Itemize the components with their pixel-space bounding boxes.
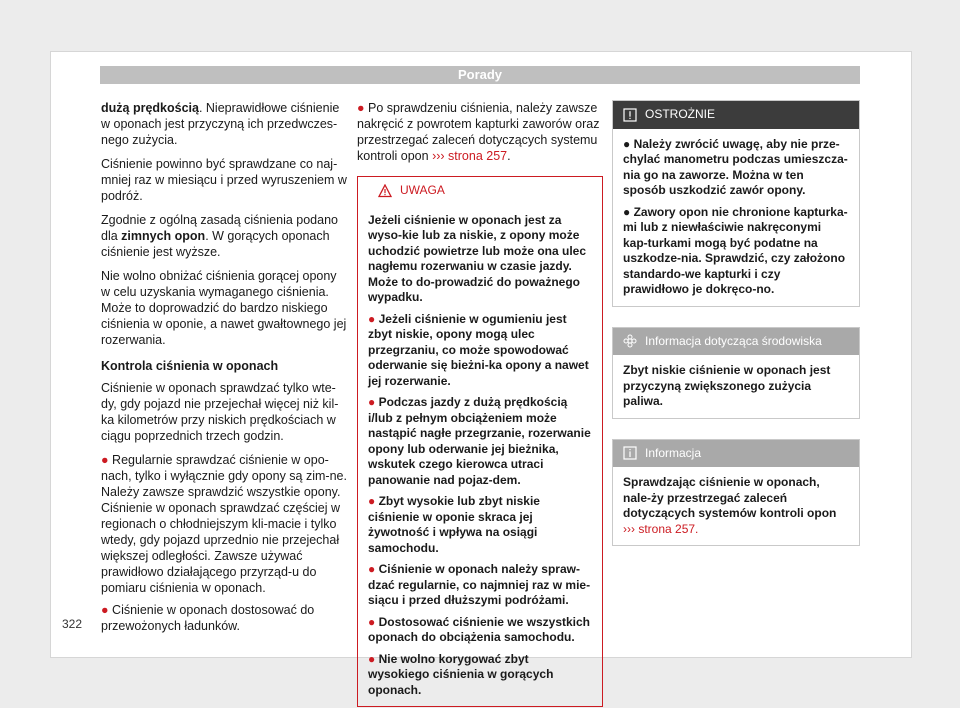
list-item <box>368 615 592 646</box>
right-column <box>612 100 860 546</box>
left-column <box>101 100 347 640</box>
list-item-text: Po sprawdzeniu ciśnienia, należy zawsze nakręcić z powrotem kapturki zaworów oraz przestrzegać zaleceń dotyczących systemu kontroli opon <box>357 101 600 163</box>
text: . W gorących oponach ciśnienie jest wyższe. <box>101 229 330 259</box>
list-item-text: Dostosować ciśnienie we wszystkich oponach do obciążenia samochodu. <box>368 614 591 644</box>
text: . <box>507 149 511 163</box>
list-item-text: Jeżeli ciśnienie w ogumieniu jest zbyt niskie, opony mogą ulec przegrzaniu, co może spowodować oderwanie się bieżni-ka opony a nawet jej rozerwanie. <box>368 311 589 388</box>
page-reference-link[interactable] <box>623 522 698 536</box>
link-text: strona 257. <box>638 521 699 536</box>
list-item-text: Regularnie sprawdzać ciśnienie w opo-nach, tylko i wyłącznie gdy opony są zim-ne. Należy zawsze sprawdzić wszystkie opony. Ciśnienie w oponach sprawdzać częściej w regionach o chłodniejszym kli-macie i tylko wtedy, gdy pojazd uprzednio nie przejechał większej odległości. Zawsze używać prawidłowo działającego przyrząd-u do pomiaru ciśnienia w oponach. <box>101 453 347 595</box>
list-item <box>101 452 347 596</box>
list-item-text: Zawory opon nie chronione kapturka-mi lub z niewłaściwie nakręconymi kap-turkami mogą być podatne na uszkodze-nia. Sprawdzić, czy założono standardo-we kapturki i czy prawidłowo je dokręco-no. <box>623 204 848 296</box>
list-item <box>368 395 592 488</box>
environment-header <box>613 328 859 356</box>
info-header <box>613 440 859 468</box>
bullet-icon: ● <box>368 651 376 666</box>
paragraph-1 <box>101 100 347 148</box>
list-item <box>368 652 592 699</box>
paragraph-5: Ciśnienie w oponach sprawdzać tylko wte-dy, gdy pojazd nie przejechał więcej niż kil-ka kilometrów przy niskich prędkościach w ciągu poprzednich trzech godzin. <box>101 381 339 443</box>
list-item <box>368 494 592 556</box>
bullet-icon: ● <box>101 603 109 617</box>
caution-box <box>612 100 860 307</box>
paragraph-3 <box>101 212 347 260</box>
list-item-text: Nie wolno korygować zbyt wysokiego ciśnienia w gorących oponach. <box>368 651 554 697</box>
exclamation-icon <box>623 108 637 122</box>
text: Zgodnie z ogólną zasadą ciśnienia podano dla <box>101 213 338 243</box>
warning-body <box>358 205 602 707</box>
section-header: Porady <box>100 66 860 84</box>
list-item <box>101 602 347 634</box>
list-item <box>623 137 849 199</box>
caution-title: OSTROŻNIE <box>645 107 716 121</box>
list-item-text: Podczas jazdy z dużą prędkością i/lub z pełnym obciążeniem może nastąpić nagłe przegrzanie, rozerwanie opony lub oderwanie jej bieżnika, wskutek czego kierowca utraci panowanie nad pojaz-dem. <box>368 395 591 487</box>
bullet-icon: ● <box>368 395 376 409</box>
caution-body <box>613 129 859 306</box>
warning-triangle-icon <box>378 184 392 198</box>
list-item-text: Zbyt wysokie lub zbyt niskie ciśnienie w oponie skraca jej żywotność i wpływa na osiągi samochodu. <box>368 494 540 555</box>
link-arrows: ››› <box>623 521 635 536</box>
warning-box <box>357 176 603 707</box>
info-body <box>613 467 859 545</box>
list-item <box>357 100 603 164</box>
bullet-icon: ● <box>623 204 631 219</box>
info-title: Informacja <box>645 445 702 460</box>
caution-header <box>613 101 859 129</box>
list-item <box>623 205 849 298</box>
subheading: Kontrola ciśnienia w oponach <box>101 359 279 373</box>
environment-title: Informacja dotycząca środowiska <box>645 333 822 348</box>
text: . Nieprawidłowe ciśnienie w oponach jest przyczyną ich przedwczes-nego zużycia. <box>101 101 340 147</box>
page-number: 322 <box>62 617 83 631</box>
list-item <box>368 312 592 390</box>
warning-title: UWAGA <box>400 183 445 197</box>
emphasis: dużą prędkością <box>101 101 199 115</box>
warning-header <box>358 177 602 205</box>
list-item-text: Ciśnienie w oponach dostosować do przewożonych ładunków. <box>101 603 315 633</box>
warning-intro: Jeżeli ciśnienie w oponach jest za wyso-kie lub za niskie, z opony może uchodzić powietrze lub może ona ulec nagłemu rozerwaniu w czasie jazdy. Może to do-prowadzić do poważnego wypadku. <box>368 212 587 304</box>
info-text: Sprawdzając ciśnienie w oponach, nale-ży przestrzegać zaleceń dotyczących systemów kontroli opon <box>623 475 837 520</box>
emphasis: zimnych opon <box>121 229 206 243</box>
info-box <box>612 439 860 547</box>
bullet-icon: ● <box>623 136 631 151</box>
bullet-icon: ● <box>368 311 376 326</box>
middle-column <box>357 100 603 707</box>
list-item-text: Ciśnienie w oponach należy spraw-dzać regularnie, co najmniej raz w mie-siącu i przed dłuższymi podróżami. <box>368 562 591 607</box>
bullet-icon: ● <box>368 614 376 629</box>
info-icon <box>623 446 637 460</box>
paragraph-4: Nie wolno obniżać ciśnienia gorącej opony w celu uzyskania wymaganego ciśnienia. Może to doprowadzić do bardzo niskiego ciśnienia w oponie, a nawet gwałtownego jej rozerwania. <box>101 269 347 347</box>
link-text: strona 257 <box>448 149 508 163</box>
bullet-icon: ● <box>357 101 365 115</box>
link-arrows: ››› <box>432 149 445 163</box>
list-item-text: Należy zwrócić uwagę, aby nie prze-chylać manometru podczas umieszcza-nia go na zaworze. Można w ten sposób uszkodzić zawór opony. <box>623 136 848 197</box>
flower-icon <box>623 334 637 348</box>
bullet-icon: ● <box>368 562 376 576</box>
bullet-icon: ● <box>101 453 109 467</box>
bullet-icon: ● <box>368 494 376 508</box>
page-reference-link[interactable] <box>432 149 507 163</box>
list-item <box>368 562 592 609</box>
paragraph-2: Ciśnienie powinno być sprawdzane co naj-mniej raz w miesiącu i przed wyruszeniem w podróż. <box>101 157 347 203</box>
environment-info-box <box>612 327 860 419</box>
environment-text: Zbyt niskie ciśnienie w oponach jest przyczyną zwiększonego zużycia paliwa. <box>623 363 831 408</box>
